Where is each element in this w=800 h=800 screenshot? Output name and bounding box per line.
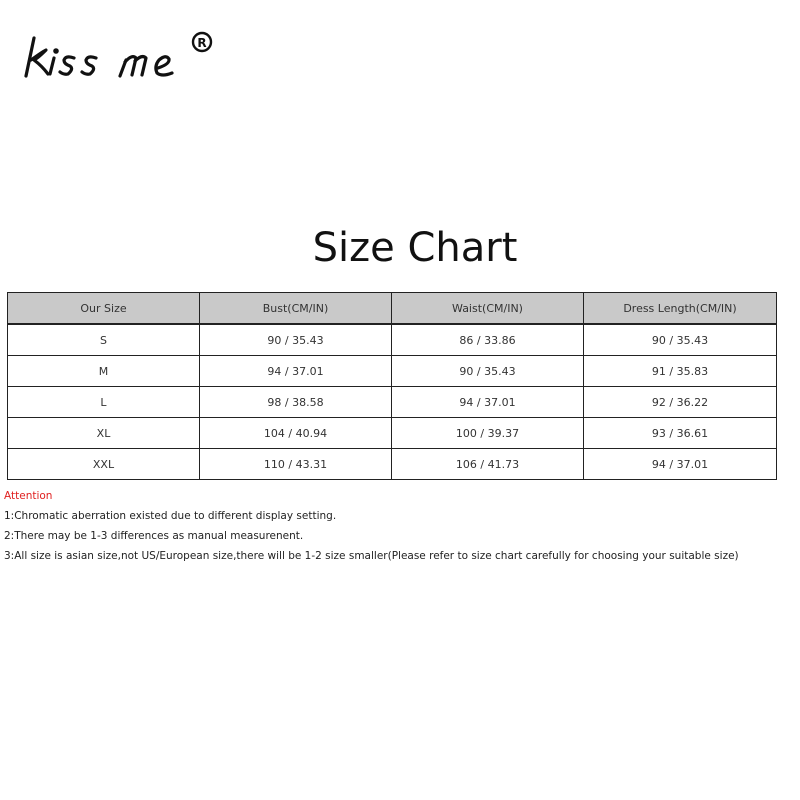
dress-length-cell: 92 / 36.22	[584, 387, 777, 418]
table-row	[8, 387, 777, 418]
waist-cell: 94 / 37.01	[392, 387, 584, 418]
table-row	[8, 418, 777, 449]
size-cell: XXL	[8, 449, 200, 480]
waist-cell: 100 / 39.37	[392, 418, 584, 449]
header-our-size: Our Size	[8, 293, 200, 325]
size-cell: M	[8, 356, 200, 387]
waist-cell: 86 / 33.86	[392, 324, 584, 356]
size-cell: XL	[8, 418, 200, 449]
bust-cell: 90 / 35.43	[200, 324, 392, 356]
note-line: 1:Chromatic aberration existed due to different display setting.	[4, 510, 337, 522]
dress-length-cell: 91 / 35.83	[584, 356, 777, 387]
registered-mark-icon	[193, 33, 211, 51]
attention-heading: Attention	[4, 490, 53, 502]
page-title: Size Chart	[312, 225, 518, 271]
bust-cell: 104 / 40.94	[200, 418, 392, 449]
size-chart-table	[7, 292, 777, 480]
note-line: 3:All size is asian size,not US/European size,there will be 1-2 size smaller(Please refer to size chart carefully for choosing your suitable size)	[4, 550, 739, 562]
attention-notes	[4, 488, 794, 568]
header-waist: Waist(CM/IN)	[392, 293, 584, 325]
table-header-row	[8, 293, 777, 325]
dress-length-cell: 90 / 35.43	[584, 324, 777, 356]
bust-cell: 110 / 43.31	[200, 449, 392, 480]
size-cell: L	[8, 387, 200, 418]
kiss-me-logo-icon	[22, 28, 222, 88]
header-bust: Bust(CM/IN)	[200, 293, 392, 325]
dress-length-cell: 94 / 37.01	[584, 449, 777, 480]
note-line: 2:There may be 1-3 differences as manual measurenent.	[4, 530, 304, 542]
table-row	[8, 356, 777, 387]
waist-cell: 106 / 41.73	[392, 449, 584, 480]
bust-cell: 94 / 37.01	[200, 356, 392, 387]
table-row	[8, 324, 777, 356]
bust-cell: 98 / 38.58	[200, 387, 392, 418]
brand-logo	[22, 28, 222, 88]
dress-length-cell: 93 / 36.61	[584, 418, 777, 449]
size-cell: S	[8, 324, 200, 356]
table-row	[8, 449, 777, 480]
waist-cell: 90 / 35.43	[392, 356, 584, 387]
svg-text:R: R	[197, 36, 207, 50]
header-dress-length: Dress Length(CM/IN)	[584, 293, 777, 325]
